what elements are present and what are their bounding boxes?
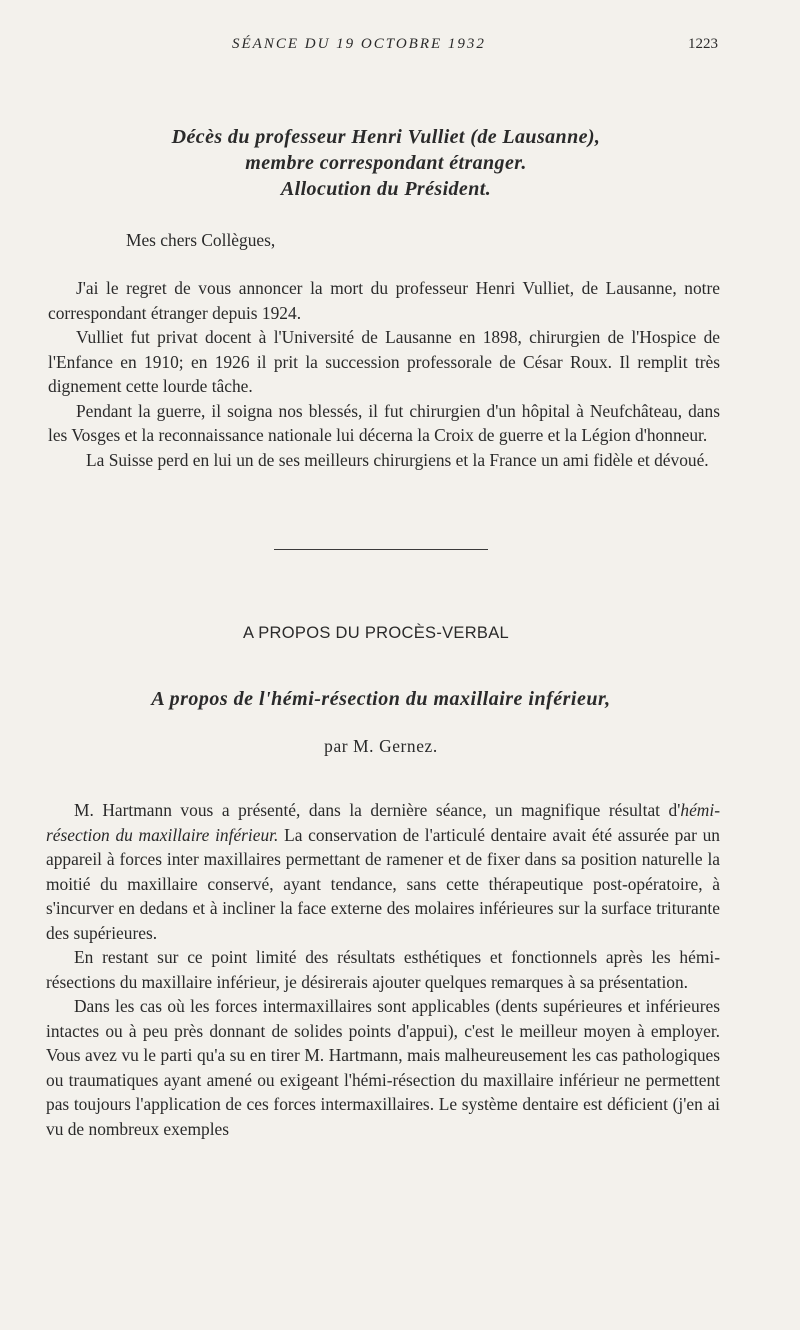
article-title: A propos de l'hémi-résection du maxillaire inférieur, (151, 688, 611, 710)
paragraph: Dans les cas où les forces intermaxillaires sont applicables (dents supérieures et inférieures intactes ou à peu près donnant de solides points d'appui), c'est le meilleur moyen à employer. Vous avez vu le parti qu'a su en tirer M. Hartmann, mais malheureusement les cas pathologiques ou traumatiques ayant amené ou exigeant l'hémi-résection du maxillaire inférieur ne permettent pas toujours l'application de ces forces intermaxillaires. Le système dentaire est déficient (j'en ai vu de nombreux exemples (46, 996, 720, 1139)
italic-text-run: hémi-résection du maxillaire inférieur. (46, 800, 720, 845)
obituary-title-line: Décès du professeur Henri Vulliet (de Lausanne), (171, 126, 601, 148)
obituary-body (48, 276, 720, 472)
text-run: La conservation de l'articulé dentaire avait été assurée par un appareil à forces inter maxillaires permettant de ramener et de fixer dans sa position naturelle la moitié du maxillaire conservé, ayant tendance, sans cette thérapeutique post-opératoire, à s'incurver en dedans et à incliner la face externe des molaires inférieures sur la surface triturante des supérieures. (46, 824, 720, 943)
article-byline: par M. Gernez. (324, 736, 438, 756)
paragraph: Vulliet fut privat docent à l'Université de Lausanne en 1898, chirurgien de l'Hospice de l'Enfance en 1910; en 1926 il prit la succession professorale de César Roux. Il remplit très dignement cette lourde tâche. (48, 327, 720, 396)
running-head-title: SÉANCE DU 19 OCTOBRE 1932 (232, 36, 486, 52)
paragraph: En restant sur ce point limité des résultats esthétiques et fonctionnels après les hémi-résections du maxillaire inférieur, je désirerais ajouter quelques remarques à sa présentation. (46, 947, 720, 992)
obituary-title-line: Allocution du Président. (280, 178, 492, 200)
obituary-title (0, 124, 772, 202)
page-number: 1223 (688, 36, 718, 52)
obituary-title-line: membre correspondant étranger. (245, 152, 527, 174)
section-divider (274, 549, 488, 550)
running-head (0, 36, 800, 58)
paragraph (46, 798, 720, 945)
section-heading: A PROPOS DU PROCÈS-VERBAL (242, 624, 510, 642)
text-run: M. Hartmann vous a présenté, dans la dernière séance, un magnifique résultat d' (74, 800, 681, 820)
paragraph: La Suisse perd en lui un de ses meilleurs chirurgiens et la France un ami fidèle et dévoué. (86, 449, 709, 470)
salutation: Mes chers Collègues, (126, 230, 276, 250)
paragraph: J'ai le regret de vous annoncer la mort du professeur Henri Vulliet, de Lausanne, notre correspondant étranger depuis 1924. (48, 278, 720, 323)
paragraph: Pendant la guerre, il soigna nos blessés, il fut chirurgien d'un hôpital à Neufchâteau, dans les Vosges et la reconnaissance nationale lui décerna la Croix de guerre et la Légion d'honneur. (48, 400, 720, 445)
article-body (46, 798, 720, 1141)
